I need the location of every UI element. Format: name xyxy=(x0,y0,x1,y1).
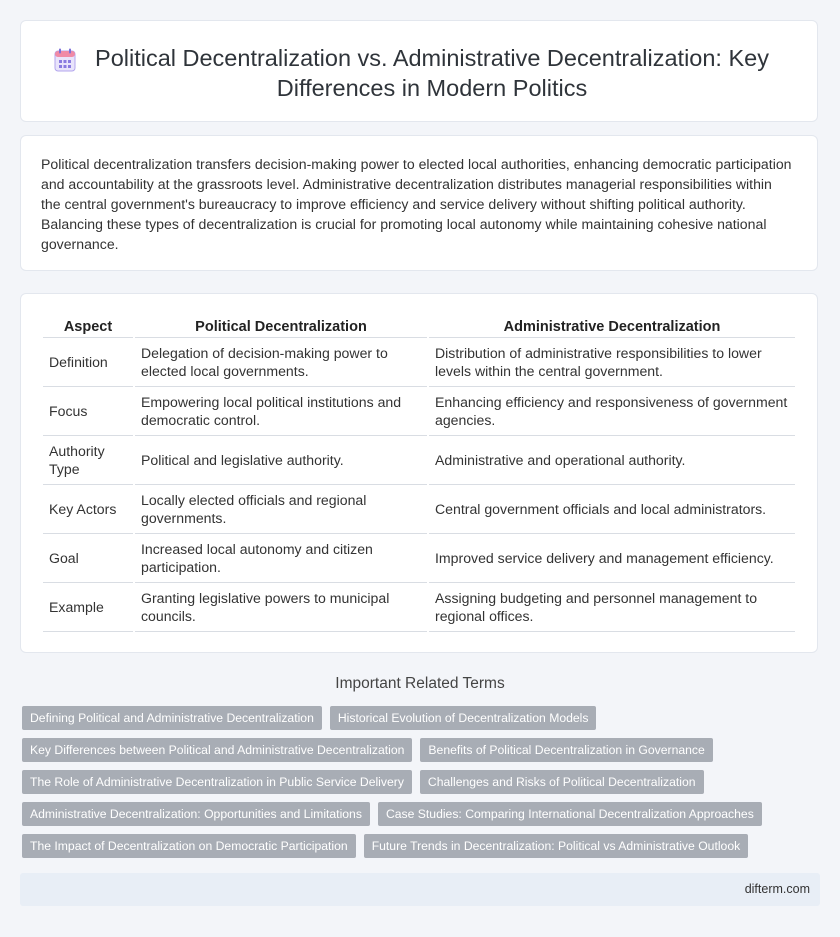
table-row xyxy=(43,387,795,436)
related-term-link[interactable]: Historical Evolution of Decentralization Models xyxy=(330,706,597,730)
intro-paragraph: Political decentralization transfers decision-making power to elected local authorities, enhancing democratic participation and accountability at the grassroots level. Administrative decentralization distributes managerial responsibilities within the central government's bureaucracy to improve efficiency and service delivery without shifting political authority. Balancing these types of decentralization is crucial for promoting local autonomy while maintaining cohesive national governance. xyxy=(41,156,792,252)
table-row xyxy=(43,534,795,583)
table-row xyxy=(43,583,795,632)
related-terms-list xyxy=(22,706,802,866)
related-term-link[interactable]: Administrative Decentralization: Opportunities and Limitations xyxy=(22,802,370,826)
cell-aspect: Example xyxy=(43,583,133,632)
cell-administrative: Improved service delivery and management efficiency. xyxy=(429,534,795,583)
cell-political: Delegation of decision-making power to elected local governments. xyxy=(135,338,427,387)
tag-row xyxy=(22,770,802,794)
cell-aspect: Goal xyxy=(43,534,133,583)
cell-administrative: Assigning budgeting and personnel management to regional offices. xyxy=(429,583,795,632)
cell-political: Political and legislative authority. xyxy=(135,436,427,485)
table-row xyxy=(43,485,795,534)
table-row xyxy=(43,338,795,387)
comparison-card xyxy=(20,293,818,653)
table-row xyxy=(43,436,795,485)
cell-political: Granting legislative powers to municipal councils. xyxy=(135,583,427,632)
tag-row xyxy=(22,834,802,858)
related-terms-heading: Important Related Terms xyxy=(335,675,505,692)
header-administrative: Administrative Decentralization xyxy=(429,314,795,338)
header-political: Political Decentralization xyxy=(135,314,427,338)
tag-row xyxy=(22,738,802,762)
site-link[interactable]: difterm.com xyxy=(744,882,810,896)
cell-administrative: Distribution of administrative responsibilities to lower levels within the central government. xyxy=(429,338,795,387)
related-term-link[interactable]: Benefits of Political Decentralization in Governance xyxy=(420,738,712,762)
page-title: Political Decentralization vs. Administrative Decentralization: Key Differences in Modern Politics xyxy=(95,45,769,101)
cell-administrative: Central government officials and local administrators. xyxy=(429,485,795,534)
cell-aspect: Authority Type xyxy=(43,436,133,485)
header-aspect: Aspect xyxy=(43,314,133,338)
related-term-link[interactable]: Future Trends in Decentralization: Political vs Administrative Outlook xyxy=(364,834,749,858)
comparison-table xyxy=(41,314,797,632)
tag-row xyxy=(22,802,802,826)
related-term-link[interactable]: Defining Political and Administrative Decentralization xyxy=(22,706,322,730)
cell-political: Empowering local political institutions and democratic control. xyxy=(135,387,427,436)
related-term-link[interactable]: Challenges and Risks of Political Decentralization xyxy=(420,770,704,794)
related-term-link[interactable]: Key Differences between Political and Administrative Decentralization xyxy=(22,738,412,762)
tag-row xyxy=(22,706,802,730)
header-card xyxy=(20,20,818,122)
table-header-row xyxy=(43,314,795,338)
cell-aspect: Focus xyxy=(43,387,133,436)
footer xyxy=(20,873,820,906)
related-term-link[interactable]: Case Studies: Comparing International Decentralization Approaches xyxy=(378,802,762,826)
cell-political: Increased local autonomy and citizen participation. xyxy=(135,534,427,583)
cell-administrative: Enhancing efficiency and responsiveness of government agencies. xyxy=(429,387,795,436)
related-term-link[interactable]: The Role of Administrative Decentralization in Public Service Delivery xyxy=(22,770,412,794)
related-term-link[interactable]: The Impact of Decentralization on Democratic Participation xyxy=(22,834,356,858)
cell-administrative: Administrative and operational authority. xyxy=(429,436,795,485)
cell-aspect: Key Actors xyxy=(43,485,133,534)
intro-card xyxy=(20,135,818,271)
cell-political: Locally elected officials and regional governments. xyxy=(135,485,427,534)
cell-aspect: Definition xyxy=(43,338,133,387)
